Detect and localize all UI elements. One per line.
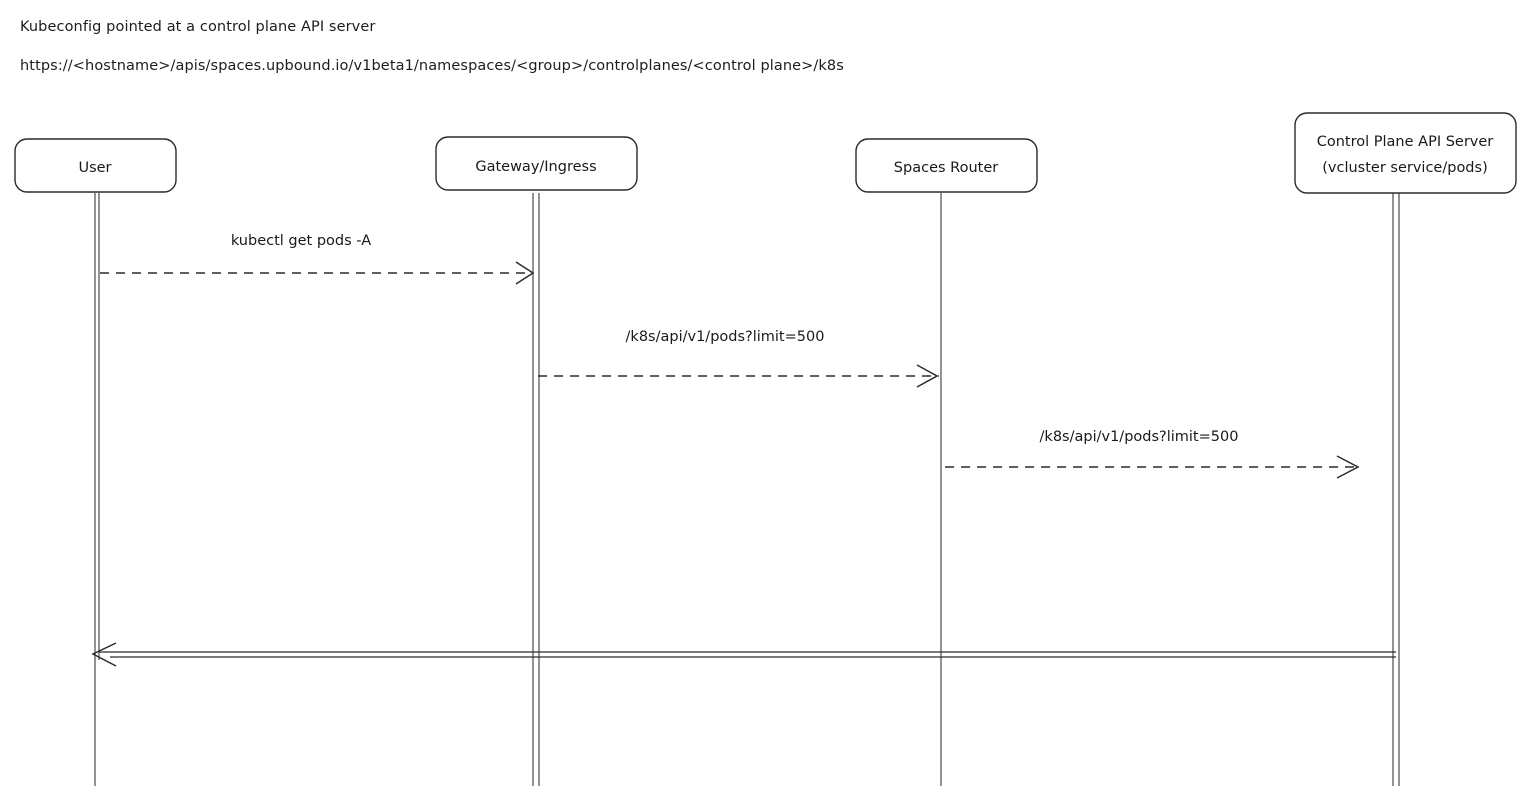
message-kubectl-get-pods (100, 233, 533, 284)
participant-user[interactable] (15, 139, 176, 192)
message-k8s-api-pods-router-apiserver (945, 429, 1358, 478)
participant-label-apiserver: Control Plane API Server (1316, 134, 1494, 150)
message-label-3: /k8s/api/v1/pods?limit=500 (1039, 429, 1239, 445)
participant-box-apiserver[interactable] (1295, 113, 1516, 193)
participant-router[interactable] (856, 139, 1037, 192)
header-title: Kubeconfig pointed at a control plane API server (20, 19, 376, 35)
header-url: https://<hostname>/apis/spaces.upbound.io/v1beta1/namespaces/<group>/controlplanes/<control plane>/k8s (20, 58, 844, 74)
participant-label-router: Spaces Router (893, 160, 999, 176)
participant-gateway[interactable] (436, 137, 637, 190)
message-arrowhead-4 (93, 643, 116, 666)
message-label-2: /k8s/api/v1/pods?limit=500 (625, 329, 825, 345)
message-label-1: kubectl get pods -A (230, 233, 372, 249)
participant-label-user: User (78, 160, 112, 176)
lifeline-stems (95, 193, 1399, 786)
participant-label-gateway: Gateway/Ingress (475, 159, 597, 175)
participant-apiserver[interactable] (1295, 113, 1516, 193)
participant-sublabel-apiserver: (vcluster service/pods) (1322, 160, 1488, 176)
message-return-response (93, 643, 1396, 666)
message-k8s-api-pods-gateway-router (538, 329, 939, 387)
